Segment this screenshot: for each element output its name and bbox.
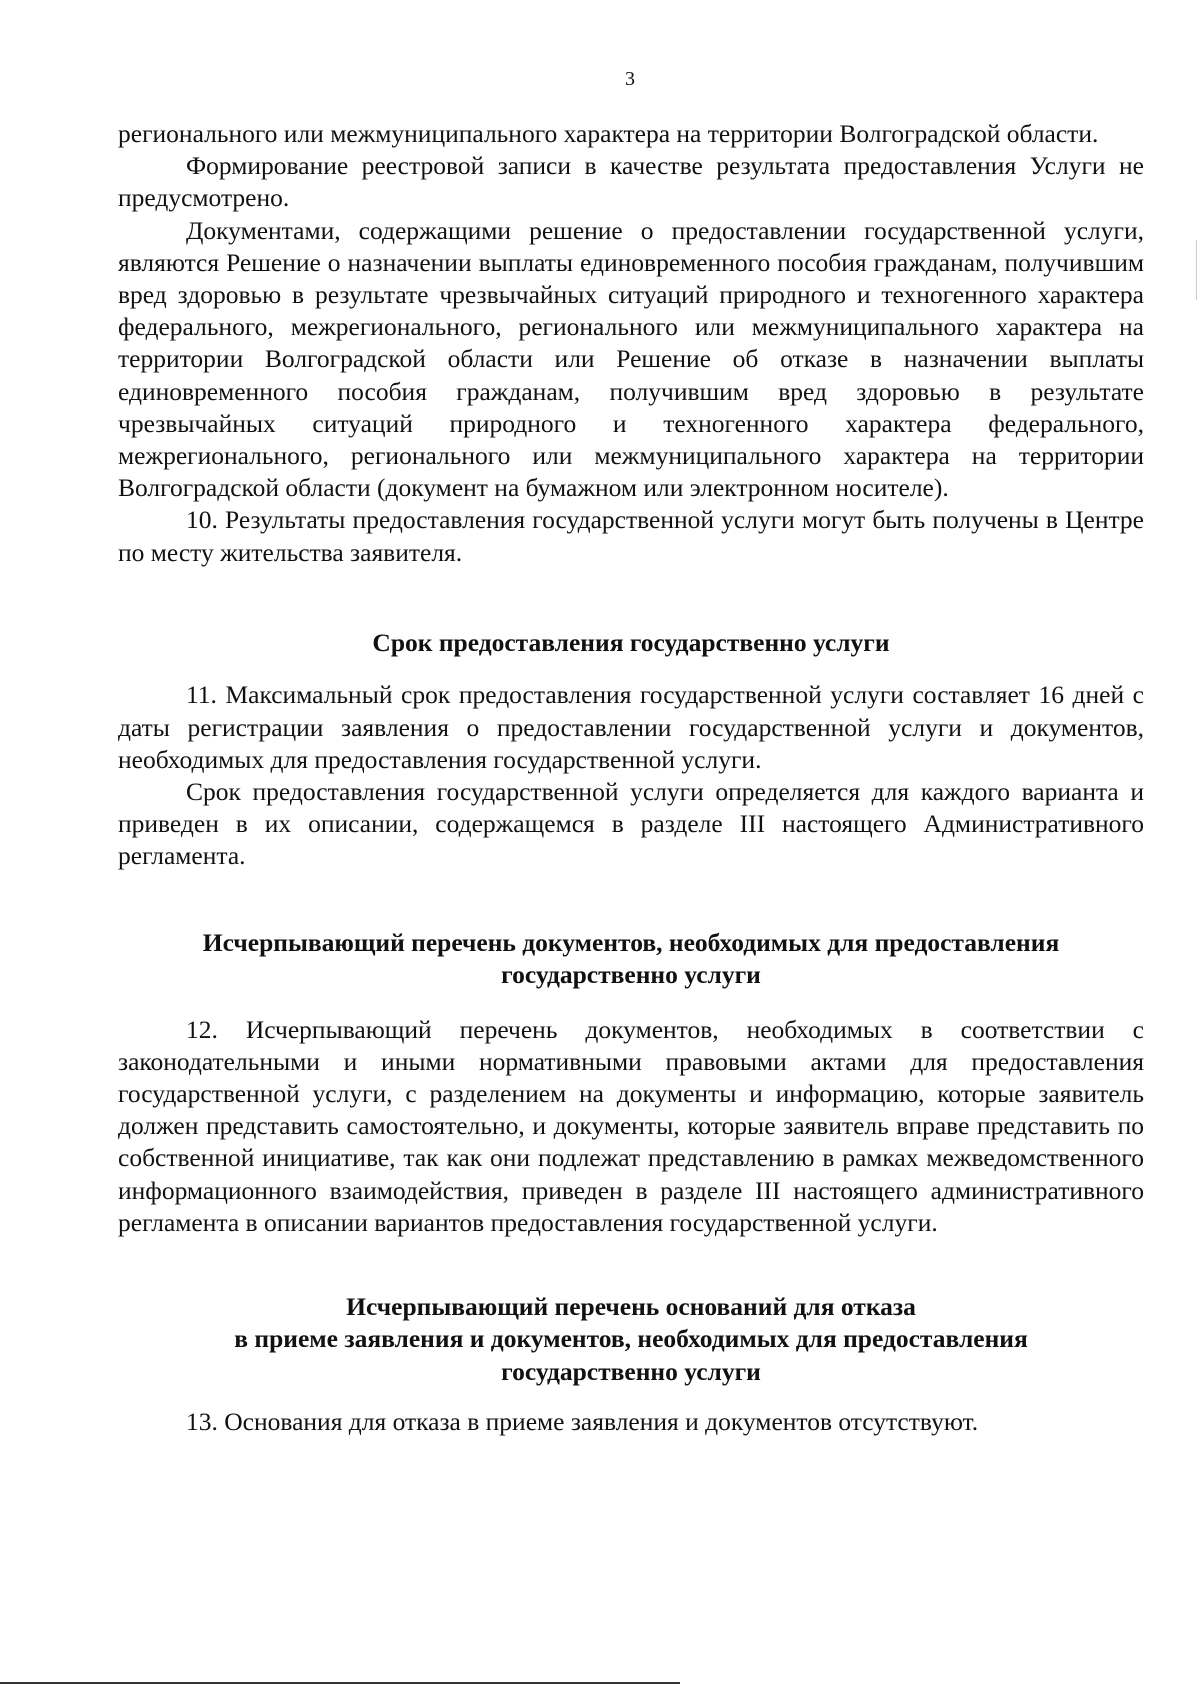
bottom-scan-line: [0, 1682, 680, 1684]
section-heading-refusal-grounds: [118, 1291, 1144, 1389]
scan-edge-mark: [1196, 240, 1197, 300]
paragraph-item-13: 13. Основания для отказа в приеме заявления и документов отсутствуют.: [186, 1407, 979, 1437]
paragraph-term-variants: Срок предоставления государственной услуги определяется для каждого варианта и приведен в их описании, содержащемся в разделе III настоящего Административного регламента.: [118, 776, 1144, 871]
paragraph-item-10: 10. Результаты предоставления государственной услуги могут быть получены в Центре по месту жительства заявителя.: [118, 505, 1144, 567]
paragraph-item-11: 11. Максимальный срок предоставления государственной услуги составляет 16 дней с даты регистрации заявления о предоставлении государственной услуги и документов, необходимых для предоставления государственной услуги.: [118, 680, 1144, 774]
heading-line: Исчерпывающий перечень документов, необходимых для предоставления: [202, 927, 1060, 957]
section-heading-service-term: [118, 627, 1144, 660]
heading-line: Срок предоставления государственно услуги: [372, 627, 890, 657]
section-heading-required-documents: [118, 927, 1144, 992]
heading-line: государственно услуги: [501, 1356, 761, 1386]
paragraph-item-12: 12. Исчерпывающий перечень документов, необходимых в соответствии с законодательными и иными нормативными правовыми актами для предоставления государственной услуги, с разделением на документы и информацию, которые заявитель должен представить самостоятельно, и документы, которые заявитель вправе представить по собственной инициативе, так как они подлежат представлению в рамках межведомственного информационного взаимодействия, приведен в разделе III настоящего административного регламента в описании вариантов предоставления государственной услуги.: [118, 1014, 1144, 1237]
document-body: [118, 118, 1144, 1439]
page-number: 3: [625, 68, 635, 90]
heading-line: в приеме заявления и документов, необходимых для предоставления: [234, 1324, 1028, 1354]
heading-line: Исчерпывающий перечень оснований для отказа: [346, 1291, 916, 1321]
heading-line: государственно услуги: [501, 960, 761, 990]
paragraph-decision-documents: Документами, содержащими решение о предоставлении государственной услуги, являются Решение о назначении выплаты единовременного пособия гражданам, получившим вред здоровью в результате чрезвычайных ситуаций природного и техногенного характера федерального, межрегионального, регионального или межмуниципального характера на территории Волгоградской области или Решение об отказе в назначении выплаты единовременного пособия гражданам, получившим вред здоровью в результате чрезвычайных ситуаций природного и техногенного характера федерального, межрегионального, регионального или межмуниципального характера на территории Волгоградской области (документ на бумажном или электронном носителе).: [118, 215, 1144, 503]
paragraph-continuation: регионального или межмуниципального характера на территории Волгоградской области.: [118, 119, 1099, 148]
paragraph-registry-record: Формирование реестровой записи в качестве результата предоставления Услуги не предусмотрено.: [118, 151, 1144, 213]
